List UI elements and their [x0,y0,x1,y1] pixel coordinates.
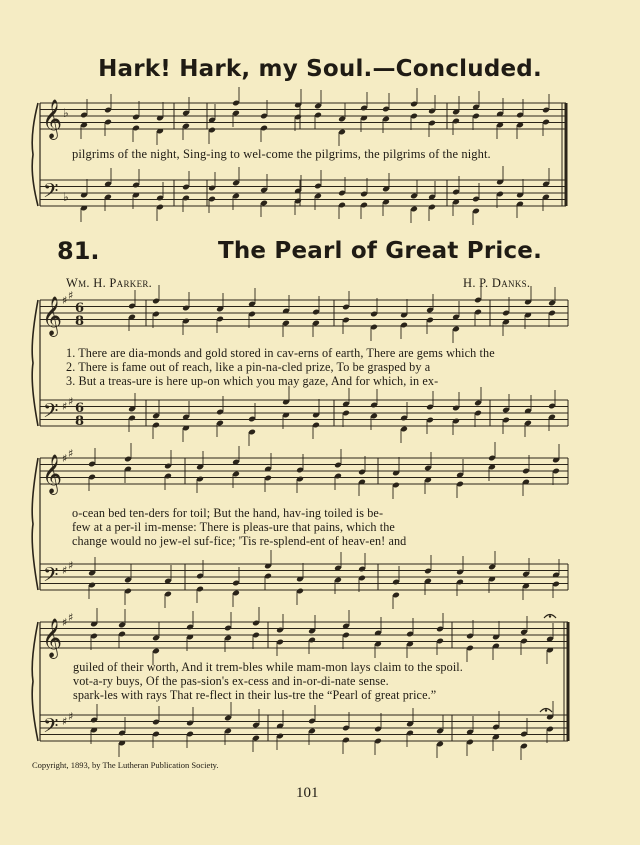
treble-clef-icon: 𝄞 [42,99,63,139]
key-signature-sharp-icon: ♯ [68,447,74,460]
key-signature-sharp-icon: ♯ [62,564,68,577]
key-signature-sharp-icon: ♯ [68,559,74,572]
verse-1-line: guiled of their worth, And it trem-bles while mam-mon lays claim to the spoil. [73,660,463,674]
verse-1-line: 1. There are dia-monds and gold stored in cav-erns of earth, There are gems which the [66,346,495,360]
verse-3-line: spark-les with rays That re-flect in their lus-tre the “Pearl of great price.” [73,688,437,702]
key-signature-sharp-icon: ♯ [62,294,68,307]
key-signature-sharp-icon: ♯ [68,710,74,723]
fermata-dot [545,709,547,711]
bass-clef-icon: 𝄢 [43,179,59,207]
bass-clef-icon: 𝄢 [43,714,59,742]
verse-2-line: vot-a-ry buys, Of the pas-sion's ex-cess and in-or-di-nate sense. [73,674,389,688]
key-signature-sharp-icon: ♯ [68,289,74,302]
lyric-line: pilgrims of the night, Sing-ing to wel-come the pilgrims, the pilgrims of the night. [72,147,491,161]
time-signature-numerator: 6 [75,401,85,416]
key-signature-sharp-icon: ♯ [62,400,68,413]
page-number: 101 [296,785,319,801]
verse-2-line: few at a per-il im-mense: There is pleas-ure that pains, which the [72,520,395,534]
bass-clef-icon: 𝄢 [43,563,59,591]
key-signature-sharp-icon: ♯ [68,611,74,624]
treble-clef-icon: 𝄞 [42,296,63,336]
hymn-title: The Pearl of Great Price. [217,238,543,264]
time-signature-numerator: 6 [75,301,85,316]
key-signature-flat-icon: ♭ [63,106,69,120]
key-signature-sharp-icon: ♯ [62,715,68,728]
treble-clef-icon: 𝄞 [42,618,63,658]
time-signature-denominator: 8 [75,314,85,329]
fermata-dot [549,615,551,617]
treble-clef-icon: 𝄞 [42,454,63,494]
key-signature-sharp-icon: ♯ [62,616,68,629]
system-brace [32,458,38,590]
page-title: Hark! Hark, my Soul.—Concluded. [98,56,542,82]
verse-2-line: 2. There is fame out of reach, like a pin-na-cled prize, To be grasped by a [66,360,431,374]
composer-credit: H. P. Danks. [463,276,531,290]
author-credit: Wm. H. Parker. [66,276,153,290]
verse-1-line: o-cean bed ten-ders for toil; But the hand, hav-ing toiled is be- [72,506,384,520]
key-signature-sharp-icon: ♯ [68,395,74,408]
system-brace [32,103,38,206]
hymn-number: 81. [57,237,100,265]
time-signature-denominator: 8 [75,414,85,429]
copyright-notice: Copyright, 1893, by The Lutheran Publication Society. [32,760,219,770]
verse-3-line: 3. But a treas-ure is here up-on which you may gaze, And for which, in ex- [66,374,439,388]
system-brace [32,622,38,741]
key-signature-flat-icon: ♭ [63,190,69,204]
verse-3-line: change would no jew-el suf-fice; 'Tis re-splend-ent of heav-en! and [72,534,407,548]
system-brace [32,300,38,426]
key-signature-sharp-icon: ♯ [62,452,68,465]
bass-clef-icon: 𝄢 [43,399,59,427]
